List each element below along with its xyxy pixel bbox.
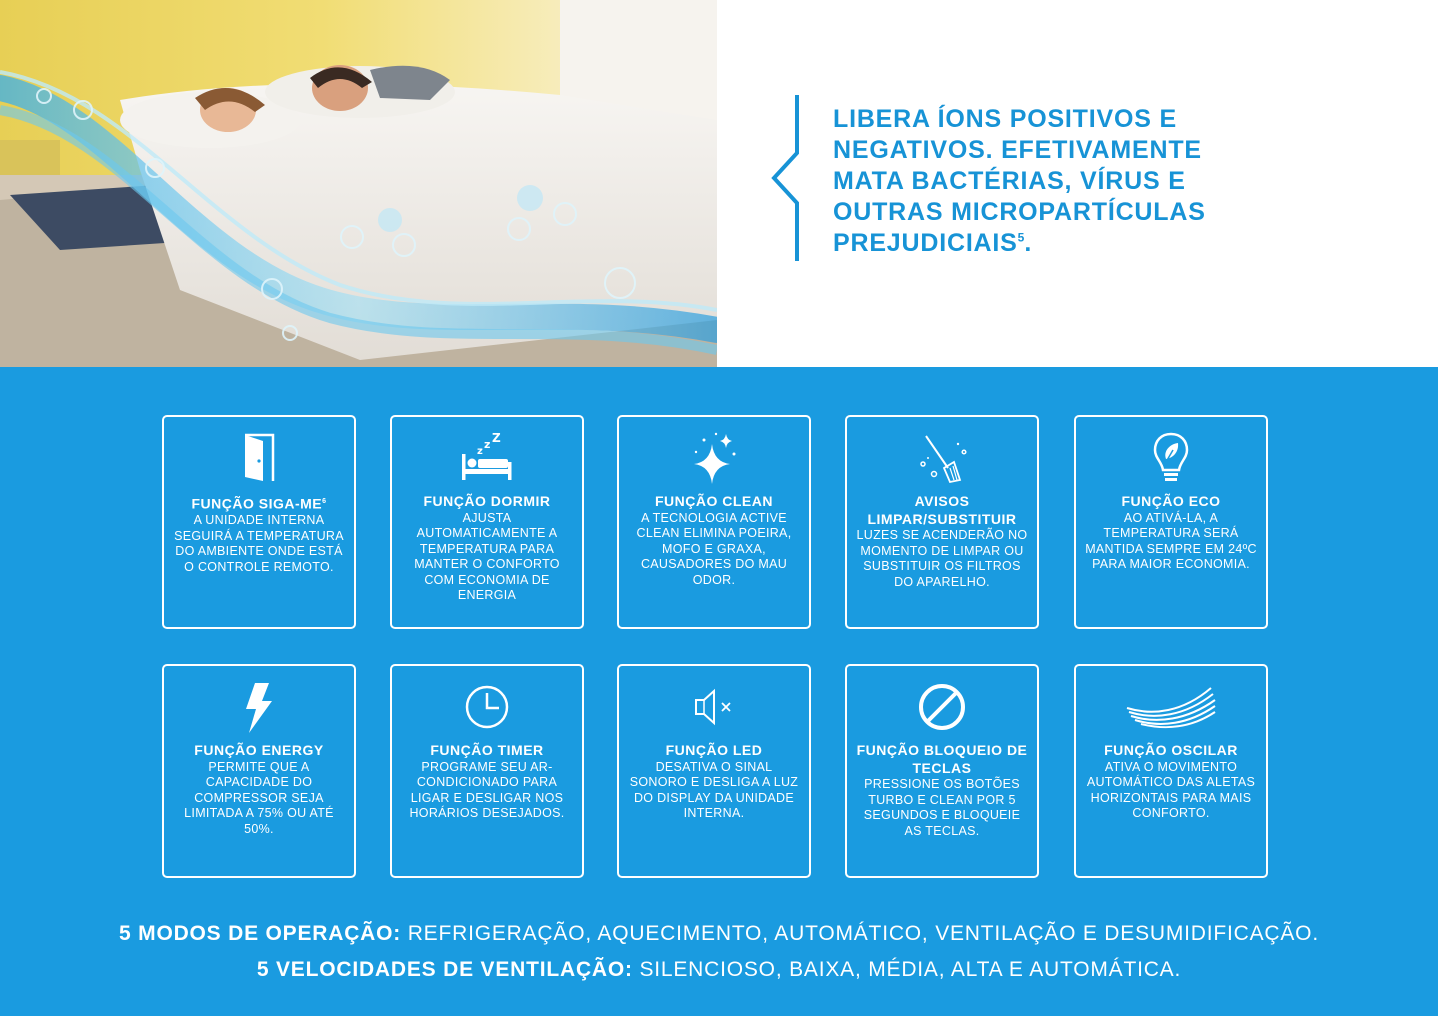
door-icon	[239, 432, 279, 484]
sleep-bed-icon	[459, 432, 515, 484]
block-icon	[915, 680, 969, 734]
feature-card-dormir: z z Z FUNÇÃO DORMIR AJUSTA AUTOMATICAMENTE A TEMPERATURA PARA MANTER O CONFORTO COM ECONOMIA DE ENERGIA	[390, 415, 584, 629]
lightning-icon	[241, 679, 277, 735]
feature-card-siga-me: FUNÇÃO SIGA-$ME^6$ A UNIDADE INTERNA SEGUIRÁ A TEMPERATURA DO AMBIENTE ONDE ESTÁ O CONTROLE REMOTO.	[162, 415, 356, 629]
feature-card-clean: FUNÇÃO CLEAN A TECNOLOGIA ACTIVE CLEAN ELIMINA POEIRA, MOFO E GRAXA, CAUSADORES DO MAU ODOR.	[617, 415, 811, 629]
svg-text:z: z	[477, 446, 483, 457]
oscillate-icon	[1123, 682, 1219, 732]
feature-card-avisos: AVISOS LIMPAR/SUBSTITUIR LUZES SE ACENDERÃO NO MOMENTO DE LIMPAR OU SUBSTITUIR OS FILTROS DO APARELHO.	[845, 415, 1039, 629]
mute-icon	[688, 681, 740, 733]
ventilation-speeds: 5 VELOCIDADES DE VENTILAÇÃO: SILENCIOSO, BAIXA, MÉDIA, ALTA E AUTOMÁTICA.	[256, 958, 1182, 981]
svg-text:z: z	[484, 438, 491, 451]
footnote-marker: 5	[1017, 230, 1025, 245]
sparkle-icon	[688, 430, 740, 486]
eco-bulb-icon	[1151, 430, 1191, 486]
svg-text:Z: Z	[492, 432, 501, 445]
couple-sleeping-photo	[0, 0, 717, 367]
operation-modes: 5 MODOS DE OPERAÇÃO: REFRIGERAÇÃO, AQUECIMENTO, AUTOMÁTICO, VENTILAÇÃO E DESUMIDIFICAÇÃO.	[119, 922, 1319, 945]
feature-card-energy: FUNÇÃO ENERGY PERMITE QUE A CAPACIDADE DO COMPRESSOR SEJA LIMITADA A 75% OU ATÉ 50%.	[162, 664, 356, 878]
headline-text: LIBERA ÍONS POSITIVOS E NEGATIVOS. EFETIVAMENTE MATA BACTÉRIAS, VÍRUS E OUTRAS MICROPARTÍCULAS PREJUDICIAIS$^5$.	[833, 105, 1206, 257]
clock-icon	[461, 681, 513, 733]
feature-card-bloqueio: FUNÇÃO BLOQUEIO DE TECLAS PRESSIONE OS BOTÕES TURBO E CLEAN POR 5 SEGUNDOS E BLOQUEIE AS TECLAS.	[845, 664, 1039, 878]
feature-card-eco: FUNÇÃO ECO AO ATIVÁ-LA, A TEMPERATURA SERÁ MANTIDA SEMPRE EM 24ºC PARA MAIOR ECONOMIA.	[1074, 415, 1268, 629]
feature-card-oscilar: FUNÇÃO OSCILAR ATIVA O MOVIMENTO AUTOMÁTICO DAS ALETAS HORIZONTAIS PARA MAIS CONFORTO.	[1074, 664, 1268, 878]
feature-card-led: FUNÇÃO LED DESATIVA O SINAL SONORO E DESLIGA A LUZ DO DISPLAY DA UNIDADE INTERNA.	[617, 664, 811, 878]
bracket-icon	[770, 95, 800, 263]
broom-icon	[914, 430, 970, 486]
feature-card-timer: FUNÇÃO TIMER PROGRAME SEU AR-CONDICIONADO PARA LIGAR E DESLIGAR NOS HORÁRIOS DESEJADOS.	[390, 664, 584, 878]
